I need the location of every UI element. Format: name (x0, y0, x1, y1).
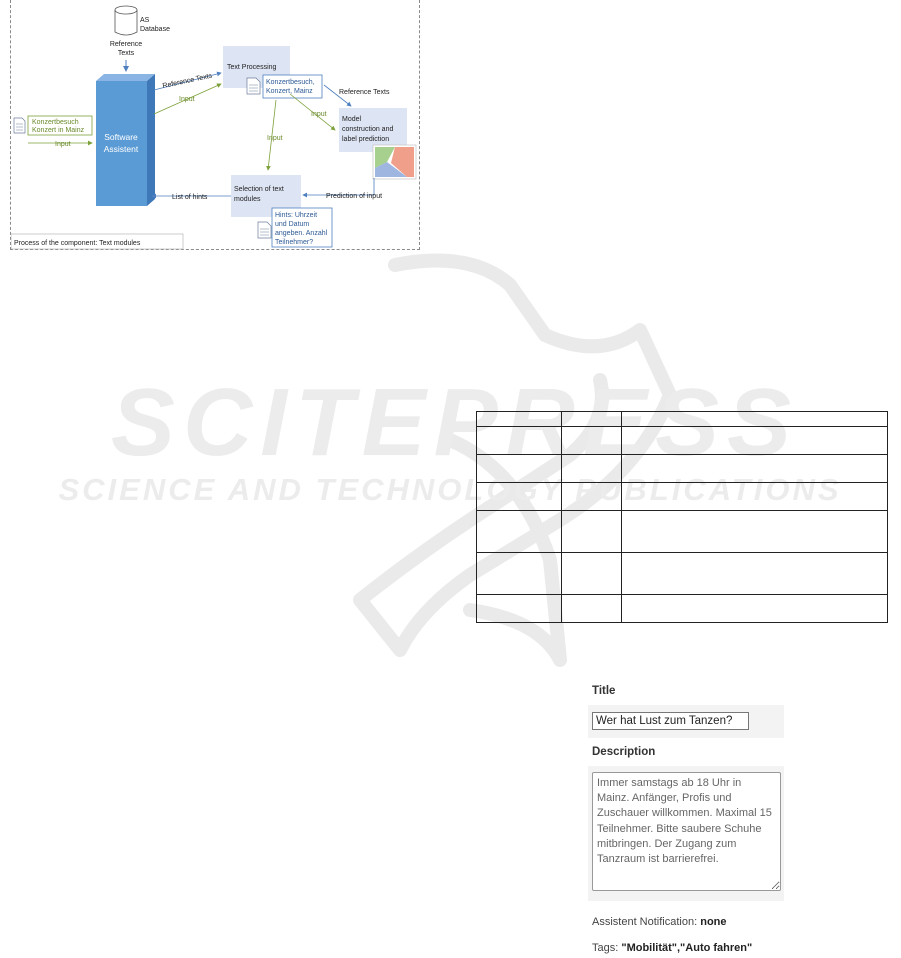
keywords-document-icon (247, 78, 260, 94)
description-label: Description (592, 746, 656, 758)
hints-line1: Hints: Uhrzeit (275, 212, 318, 219)
watermark-title: SCITEPRESS (110, 369, 800, 476)
selection-label-1: Selection of text (234, 186, 284, 193)
keywords-line2: Konzert, Mainz (266, 88, 313, 95)
input-left-label: Input (55, 141, 71, 148)
hints-line3: angeben. Anzahl (275, 230, 328, 237)
watermark-subtitle: SCIENCE AND TECHNOLOGY PUBLICATIONS (58, 472, 842, 507)
diagram-caption: Process of the component: Text modules (14, 240, 141, 247)
reference-texts-arrow-label: Reference Texts (161, 72, 213, 90)
database-label: AS (140, 17, 150, 24)
hints-line2: und Datum (275, 221, 310, 228)
input-right-label: Input (311, 111, 327, 118)
input-upper-label: Input (179, 96, 195, 103)
prediction-label: Prediction of input (326, 193, 383, 200)
notification-value: none (700, 916, 727, 928)
process-diagram (10, 0, 420, 250)
software-assistant-label-2: Assistent (103, 144, 139, 154)
database-label-2: Database (140, 26, 170, 33)
tags-line (592, 942, 752, 954)
assistant-notification (592, 916, 727, 928)
hints-line4: Teilnehmer? (275, 239, 314, 246)
tags-value: "Mobilität","Auto fahren" (621, 942, 753, 954)
input-doc-line1: Konzertbesuch (32, 119, 79, 126)
title-input[interactable] (592, 712, 749, 730)
input-mid-label: Input (267, 135, 283, 142)
document-icon (14, 118, 25, 133)
model-label-2: construction and (342, 126, 394, 133)
reference-texts-label: Reference (109, 41, 143, 48)
reference-texts-label-2: Texts (117, 50, 135, 57)
model-label-3: label prediction (342, 136, 390, 143)
list-of-hints-label: List of hints (172, 194, 208, 201)
selection-label-2: modules (234, 196, 261, 203)
model-label-1: Model (342, 116, 362, 123)
title-label: Title (592, 685, 616, 697)
description-textarea[interactable] (592, 772, 781, 891)
tags-label: Tags: (592, 942, 619, 954)
reference-texts-right-label: Reference Texts (339, 89, 390, 96)
keywords-line1: Konzertbesuch, (266, 79, 315, 86)
input-doc-line2: Konzert in Mainz (32, 127, 85, 134)
software-assistant-label: Software (104, 132, 138, 142)
empty-table (476, 411, 888, 623)
hints-document-icon (258, 222, 271, 238)
database-icon (115, 6, 137, 35)
text-processing-label: Text Processing (227, 64, 277, 71)
notification-label: Assistent Notification: (592, 916, 698, 928)
prediction-chart-icon (373, 145, 416, 179)
